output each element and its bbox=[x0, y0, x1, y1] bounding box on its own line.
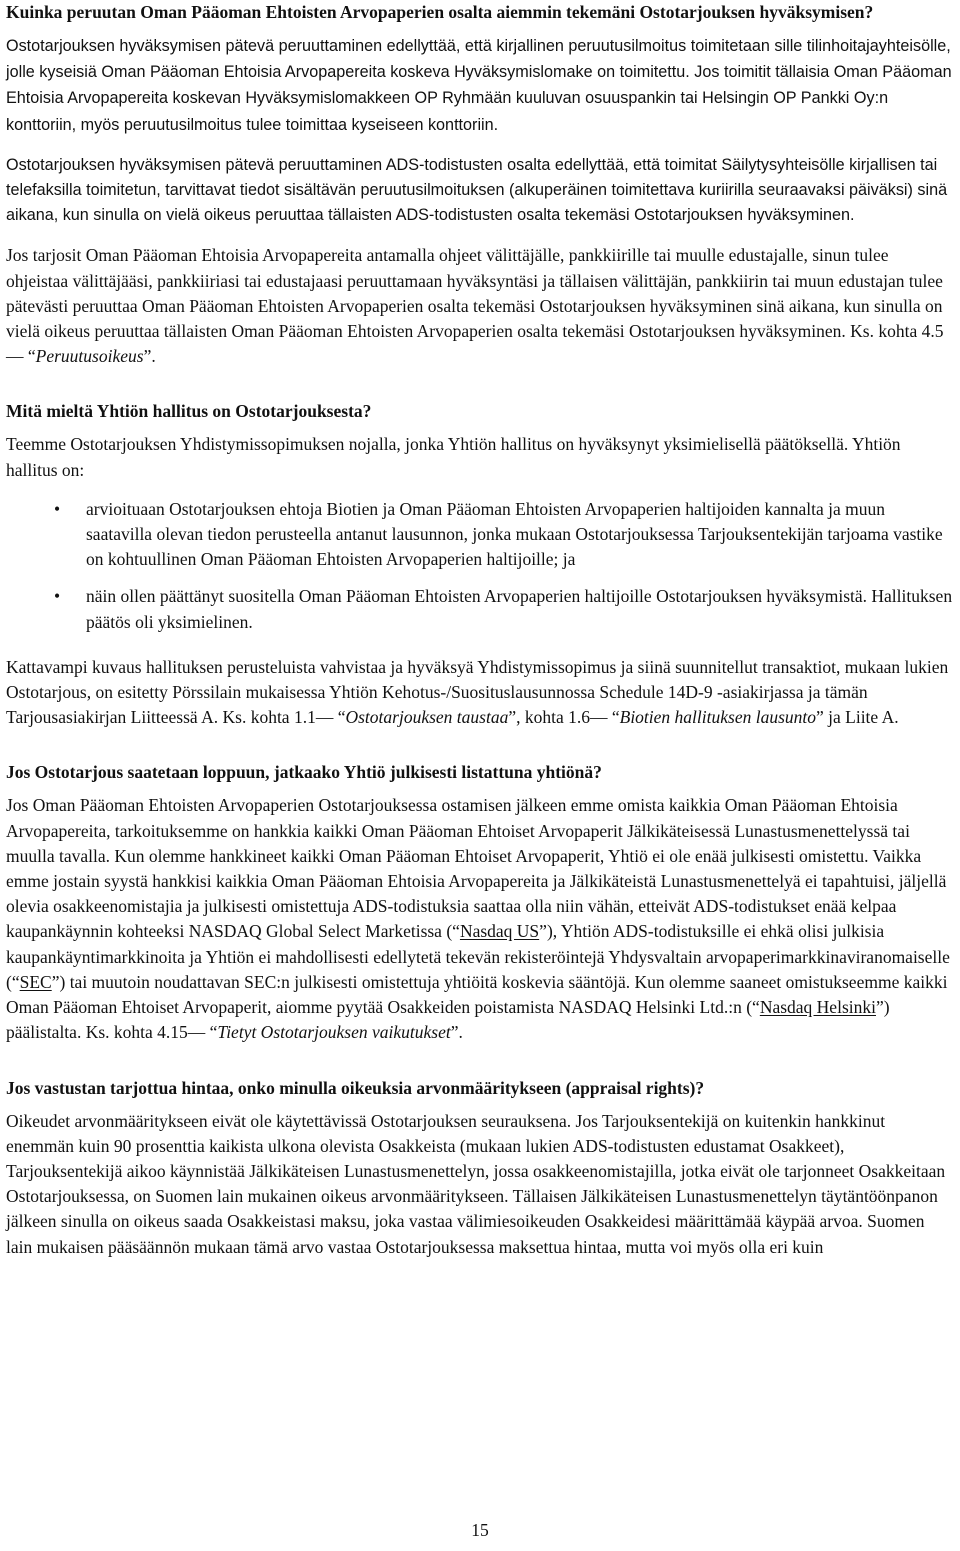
section-heading: Jos vastustan tarjottua hintaa, onko minulla oikeuksia arvonmääritykseen (appraisal rights)? bbox=[6, 1077, 705, 1098]
section-appraisal-rights bbox=[6, 1076, 954, 1260]
paragraph bbox=[6, 33, 954, 138]
list-item-text: näin ollen päättänyt suositella Oman Pääoman Ehtoisten Arvopaperien haltijoille Ostotarjouksen hyväksymistä. Hallituksen päätös oli yksimielinen. bbox=[86, 586, 953, 632]
document-page bbox=[6, 0, 954, 1260]
section-heading: Kuinka peruutan Oman Pääoman Ehtoisten Arvopaperien osalta aiemmin tekemäni Ostotarjouksen hyväksymisen? bbox=[6, 2, 874, 22]
paragraph-text-sans: Ostotarjouksen hyväksymisen pätevä peruuttaminen edellyttää, että kirjallinen peruutusilmoitus toimitetaan sille tilinhoitajayhteisölle, jolle kyseisiä Oman Pääoman Ehtoisia Arvopapereita koskeva Hyväksymislomake on toimitettu. bbox=[6, 37, 951, 82]
section-public-listing bbox=[6, 760, 954, 1045]
paragraph-text: Jos Oman Pääoman Ehtoisten Arvopaperien Ostotarjouksessa ostamisen jälkeen emme omista kaikkia Oman Pääoman Ehtoisia Arvopapereita, tarkoituksemme on hankkia kaikki Oman Pääoman Ehtoiset Arvopaperit Jälkikäteisessä Lunastusmenettelyssä tai muulla tavalla. Kun olemme hankkineet kaikki Oman Pääoman Ehtoiset Arvopaperit, Yhtiö ei ole enää julkisesti omistettu. Vaikka emme jostain syystä hankkisi kaikkia Oman Pääoman Ehtoisia Arvopapereita ja Jälkikäteistä Lunastusmenettelyä ei tapahtuisi, jäljellä olevia osakkeenomistajia ja julkisesti omistettuja ADS-todistuksia saattaa olla niin vähän, etteivät ADS-todistukset enää kelpaa kaupankäynnin kohteeksi NASDAQ Global Select Marketissa (“ bbox=[6, 795, 947, 942]
paragraph bbox=[6, 655, 954, 731]
list-item-text: arvioituaan Ostotarjouksen ehtoja Biotien ja Oman Pääoman Ehtoisten Arvopaperien haltijoiden kannalta ja muun saatavilla olevan tiedon perusteella antanut lausunnon, jonka mukaan Ostotarjouksessa Tarjouksentekijän tarjoama vastike on kohtuullinen Oman Pääoman Ehtoisten Arvopaperien haltijoille; ja bbox=[86, 498, 943, 570]
paragraph-text: ” ja Liite A. bbox=[816, 707, 899, 728]
paragraph: Oikeudet arvonmääritykseen eivät ole käytettävissä Ostotarjouksen seurauksena. Jos Tarjouksentekijä on kuitenkin hankkinut enemmän kuin 90 prosenttia kaikista ulkona olevista Osakkeista (mukaan lukien ADS-todistusten edustamat Osakkeet), Tarjouksentekijä aikoo käynnistää Jälkikäteisen Lunastusmenettelyn, jossa osakkeenomistajilla, jotka eivät ole tarjonneet Osakkeitaan Ostotarjouksessa, on Suomen lain mukainen oikeus arvonmääritykseen. Tällaisen Jälkikäteisen Lunastusmenettelyn täytäntöönpanon jälkeen sinulla on oikeus saada Osakkeistasi maksu, joka vastaa välimiesoikeuden Osakkeidesi määrittämää käypää arvoa. Suomen lain mukaisen pääsäännön mukaan tämä arvo vastaa Ostotarjouksessa maksettua hintaa, mutta voi myös olla eri kuin bbox=[6, 1110, 946, 1257]
bullet-icon: • bbox=[54, 586, 61, 607]
defined-term: Nasdaq US bbox=[459, 921, 540, 942]
paragraph-text: ”), Yhtiön ADS-todistuksille ei ehkä olisi julkisia kaupankäyntimarkkinoita ja Yhtiön ei mahdollisesti edellytetä tekevän rekisteröintejä Yhdysvaltain arvopaperimarkkinaviranomaiselle (“ bbox=[6, 921, 950, 992]
paragraph: Ostotarjouksen hyväksymisen pätevä peruuttaminen ADS-todistusten osalta edellyttää, että toimitat Säilytysyhteisölle kirjallisen tai telefaksilla toimitetun, tarvittavat tiedot sisältävän peruutusilmoituksen (alkuperäinen toimitettava kuriirilla seuraavaksi päiväksi) sinä aikana, kun sinulla on vielä oikeus peruuttaa tällaisten ADS-todistusten osalta tekemäsi Ostotarjouksen hyväksyminen. bbox=[6, 155, 948, 225]
paragraph bbox=[6, 243, 954, 369]
section-withdraw-acceptance bbox=[6, 0, 954, 369]
section-reference: Biotien hallituksen lausunto bbox=[619, 707, 816, 728]
section-reference: Peruutusoikeus bbox=[35, 346, 144, 367]
section-heading: Mitä mieltä Yhtiön hallitus on Ostotarjouksesta? bbox=[6, 401, 372, 422]
section-reference: Ostotarjouksen taustaa bbox=[345, 707, 509, 728]
defined-term: SEC bbox=[19, 971, 52, 992]
list-item bbox=[6, 584, 954, 634]
section-reference: Tietyt Ostotarjouksen vaikutukset bbox=[217, 1022, 451, 1043]
paragraph bbox=[6, 793, 954, 1045]
list-item bbox=[6, 497, 954, 573]
paragraph-text: ”. bbox=[143, 346, 156, 367]
section-board-opinion bbox=[6, 399, 954, 730]
bullet-list bbox=[6, 497, 954, 635]
section-heading: Jos Ostotarjous saatetaan loppuun, jatkaako Yhtiö julkisesti listattuna yhtiönä? bbox=[6, 762, 602, 783]
paragraph-text: ”) tai muutoin noudattavan SEC:n julkisesti omistettuja yhtiöitä koskevia sääntöjä. Kun olemme saaneet omistukseemme kaikki Oman Pääoman Ehtoiset Arvopaperit, aiomme pyytää Osakkeiden poistamista NASDAQ Helsinki Ltd.:n (“ bbox=[6, 971, 948, 1018]
paragraph-text: Kattavampi kuvaus hallituksen perusteluista vahvistaa ja hyväksyä Yhdistymissopimus ja siinä suunnitellut transaktiot, mukaan lukien Ostotarjous, on esitetty Pörssilain mukaisessa Yhtiön Kehotus-/Suosituslausunnossa Schedule 14D-9 -asiakirjassa ja tämän Tarjousasiakirjan Liitteessä A. Ks. kohta 1.1— “ bbox=[6, 656, 949, 728]
paragraph-text: Jos tarjosit Oman Pääoman Ehtoisia Arvopapereita antamalla ohjeet välittäjälle, pankkiirille tai muulle edustajalle, sinun tulee ohjeistaa välittäjääsi, pankkiiriasi tai edustajaasi peruuttamaan hyväksyntäsi ja tällaisen välittäjän, pankkiirin tai muun edustajan tulee pätevästi peruuttaa Oman Pääoman Ehtoisten Arvopaperien osalta tekemäsi Ostotarjouksen hyväksyminen sinä aikana, kun sinulla on vielä oikeus peruuttaa tällaisten Oman Pääoman Ehtoisten Arvopaperien osalta tekemäsi Ostotarjouksen hyväksyminen. Ks. kohta 4.5— “ bbox=[6, 245, 944, 367]
paragraph: Teemme Ostotarjouksen Yhdistymissopimuksen nojalla, jonka Yhtiön hallitus on hyväksynyt yksimielisellä päätöksellä. Yhtiön hallitus on: bbox=[6, 434, 901, 480]
paragraph-text: ”. bbox=[450, 1022, 463, 1043]
paragraph-text: ”) päälistalta. Ks. kohta 4.15— “ bbox=[6, 997, 890, 1043]
defined-term: Nasdaq Helsinki bbox=[759, 997, 876, 1018]
paragraph-text-sans: Jos toimitit tällaisia Oman Pääoman Ehtoisia Arvopapereita koskevan Hyväksymislomakkeen OP Ryhmään kuuluvan osuuspankin tai Helsingin OP Pankki Oy:n konttoriin, myös peruutusilmoitus tulee toimittaa kyseiseen konttoriin. bbox=[6, 63, 952, 134]
paragraph-text: ”, kohta 1.6— “ bbox=[508, 707, 620, 728]
bullet-icon: • bbox=[54, 498, 61, 519]
page-number: 15 bbox=[471, 1520, 489, 1540]
